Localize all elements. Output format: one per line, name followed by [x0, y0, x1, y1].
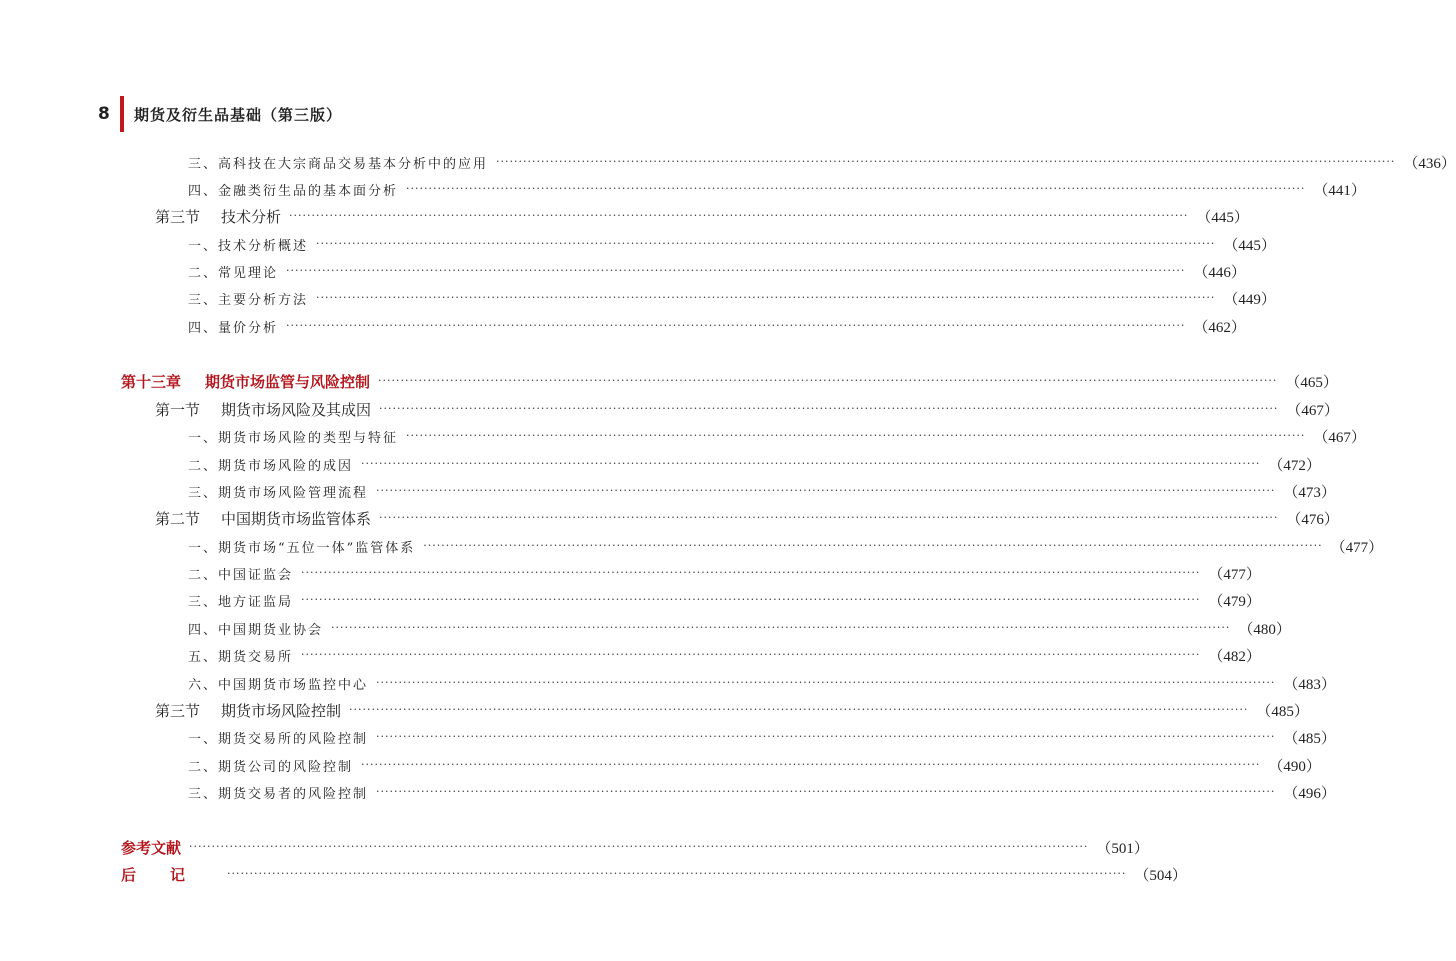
- toc-entry-title: 一、技术分析概述: [188, 238, 309, 254]
- toc-entry-title: 一、期货市场风险的类型与特征: [188, 430, 399, 446]
- toc-page-number: （480）: [1238, 621, 1291, 638]
- dot-leader: ········································································································································································································: [331, 621, 1231, 634]
- toc-entry: [188, 779, 1336, 805]
- toc-entry: [188, 231, 1276, 257]
- dot-leader: ········································································································································································································: [316, 291, 1216, 304]
- toc-entry-label: [188, 591, 293, 610]
- toc-entry-label: [121, 371, 370, 392]
- section-number: 第三节: [155, 207, 201, 226]
- toc-entry-label: [188, 427, 398, 446]
- dot-leader: ········································································································································································································: [316, 237, 1216, 250]
- toc-page-number: （449）: [1223, 291, 1276, 308]
- toc-page-number: （482）: [1208, 648, 1261, 665]
- toc-entry-label: [188, 289, 308, 308]
- toc-page-number: （477）: [1330, 539, 1384, 556]
- toc-entry-title: 三、主要分析方法: [188, 292, 309, 308]
- toc-entry-title: 三、高科技在大宗商品交易基本分析中的应用: [188, 156, 489, 172]
- toc-page-number: （485）: [1283, 730, 1336, 747]
- dot-leader: ········································································································································································································: [286, 264, 1186, 277]
- toc-entry-label: [121, 864, 219, 885]
- book-title: 期货及衍生品基础（第三版）: [134, 105, 343, 124]
- toc-entry-title: 六、中国期货市场监控中心: [188, 677, 369, 693]
- toc-entry-label: [155, 700, 341, 721]
- toc-entry: [155, 396, 1339, 422]
- toc-entry: [188, 149, 1456, 175]
- toc-entry: [188, 423, 1366, 449]
- toc-entry-label: [155, 399, 371, 420]
- dot-leader: ········································································································································································································: [189, 840, 1089, 853]
- section-number: 第三节: [155, 701, 201, 720]
- toc-page-number: （436）: [1403, 155, 1456, 172]
- toc-page-number: （445）: [1223, 237, 1276, 254]
- toc-page-number: （501）: [1096, 840, 1149, 857]
- toc-page-number: （467）: [1313, 429, 1366, 446]
- dot-leader: ········································································································································································································: [379, 511, 1279, 524]
- toc-entry-title: 中国期货市场监管体系: [221, 509, 372, 528]
- toc-entry-label: [188, 646, 293, 665]
- toc-entry-label: [155, 508, 371, 529]
- header-red-bar: [120, 96, 124, 132]
- toc-entry: [188, 724, 1336, 750]
- running-header: [98, 96, 342, 132]
- toc-entry-title: 五、期货交易所: [188, 649, 294, 665]
- toc-page-number: （467）: [1286, 402, 1339, 419]
- toc-entry-title: 四、金融类衍生品的基本面分析: [188, 183, 399, 199]
- toc-entry: [155, 697, 1309, 723]
- toc-entry-label: [188, 783, 368, 802]
- dot-leader: ········································································································································································································: [301, 566, 1201, 579]
- toc-entry: [188, 285, 1276, 311]
- toc-page-number: （485）: [1256, 703, 1309, 720]
- toc-entry-label: [188, 674, 368, 693]
- dot-leader: ········································································································································································································: [379, 402, 1279, 415]
- toc-entry-label: [188, 564, 293, 583]
- toc-entry-label: [155, 206, 281, 227]
- toc-entry-label: [188, 455, 353, 474]
- chapter-number: 第十三章: [121, 372, 182, 391]
- toc-entry: [188, 615, 1291, 641]
- dot-leader: ········································································································································································································: [289, 209, 1189, 222]
- toc-entry: [121, 368, 1338, 394]
- toc-entry: [188, 451, 1321, 477]
- toc-page-number: （476）: [1286, 511, 1339, 528]
- toc-page-number: （477）: [1208, 566, 1261, 583]
- toc-entry-label: [188, 756, 353, 775]
- toc-entry-title: 四、量价分析: [188, 320, 279, 336]
- toc-entry: [188, 313, 1246, 339]
- toc-page-number: （441）: [1313, 182, 1366, 199]
- dot-leader: ········································································································································································································: [361, 758, 1261, 771]
- toc-entry-label: [188, 235, 308, 254]
- dot-leader: ········································································································································································································: [406, 182, 1306, 195]
- toc-entry-label: [121, 837, 181, 858]
- toc-page-number: （446）: [1193, 264, 1246, 281]
- toc-page-number: （483）: [1283, 676, 1336, 693]
- toc-entry: [188, 560, 1261, 586]
- toc-entry: [188, 587, 1261, 613]
- toc-entry-label: [188, 180, 398, 199]
- toc-entry-title: 二、期货市场风险的成因: [188, 458, 354, 474]
- toc-page-number: （490）: [1268, 758, 1321, 775]
- toc-entry: [188, 670, 1336, 696]
- dot-leader: ········································································································································································································: [496, 155, 1396, 168]
- toc-entry-title: 参考文献: [121, 838, 182, 857]
- toc-entry: [188, 176, 1366, 202]
- toc-entry: [188, 478, 1336, 504]
- toc-entry-title: 二、常见理论: [188, 265, 279, 281]
- toc-entry-title: 三、期货交易者的风险控制: [188, 786, 369, 802]
- dot-leader: ········································································································································································································: [376, 730, 1276, 743]
- toc-entry-label: [188, 482, 368, 501]
- toc-entry-label: [188, 262, 278, 281]
- toc-entry: [188, 752, 1321, 778]
- toc-entry-title: 期货市场风险控制: [221, 701, 342, 720]
- toc-entry: [155, 203, 1249, 229]
- dot-leader: ········································································································································································································: [227, 867, 1127, 880]
- toc-entry-title: 二、期货公司的风险控制: [188, 759, 354, 775]
- toc-page-number: （479）: [1208, 593, 1261, 610]
- toc-page-number: （496）: [1283, 785, 1336, 802]
- toc-entry: [155, 505, 1339, 531]
- dot-leader: ········································································································································································································: [301, 648, 1201, 661]
- toc-entry-title: 一、期货交易所的风险控制: [188, 731, 369, 747]
- toc-entry-label: [188, 537, 415, 556]
- dot-leader: ········································································································································································································: [376, 785, 1276, 798]
- toc-page-number: （472）: [1268, 457, 1321, 474]
- toc-entry-title: 三、地方证监局: [188, 594, 294, 610]
- toc-entry-label: [188, 619, 323, 638]
- dot-leader: ········································································································································································································: [378, 374, 1278, 387]
- toc-entry-label: [188, 728, 368, 747]
- toc-entry: [121, 861, 1187, 887]
- toc-entry-title: 后记: [121, 865, 220, 884]
- dot-leader: ········································································································································································································: [423, 539, 1323, 552]
- dot-leader: ········································································································································································································: [361, 457, 1261, 470]
- toc-entry-label: [188, 153, 488, 172]
- dot-leader: ········································································································································································································: [286, 319, 1186, 332]
- dot-leader: ········································································································································································································: [406, 429, 1306, 442]
- toc-entry: [188, 533, 1384, 559]
- dot-leader: ········································································································································································································: [376, 484, 1276, 497]
- page-number: 8: [98, 104, 110, 124]
- toc-entry-title: 三、期货市场风险管理流程: [188, 485, 369, 501]
- toc-page-number: （465）: [1285, 374, 1338, 391]
- toc-page-number: （473）: [1283, 484, 1336, 501]
- toc-entry-title: 二、中国证监会: [188, 567, 294, 583]
- toc-entry-title: 技术分析: [221, 207, 282, 226]
- toc-entry: [188, 258, 1246, 284]
- toc-page-number: （462）: [1193, 319, 1246, 336]
- dot-leader: ········································································································································································································: [349, 703, 1249, 716]
- dot-leader: ········································································································································································································: [376, 676, 1276, 689]
- toc-page-number: （445）: [1196, 209, 1249, 226]
- toc-entry: [121, 834, 1149, 860]
- toc-entry: [188, 642, 1261, 668]
- section-number: 第二节: [155, 509, 201, 528]
- toc-entry-label: [188, 317, 278, 336]
- toc-entry-title: 期货市场风险及其成因: [221, 400, 372, 419]
- toc-entry-title: 四、中国期货业协会: [188, 622, 324, 638]
- toc-page-number: （504）: [1134, 867, 1187, 884]
- dot-leader: ········································································································································································································: [301, 593, 1201, 606]
- toc-entry-title: 一、期货市场“五位一体”监管体系: [188, 540, 416, 556]
- section-number: 第一节: [155, 400, 201, 419]
- toc-entry-title: 期货市场监管与风险控制: [205, 372, 371, 391]
